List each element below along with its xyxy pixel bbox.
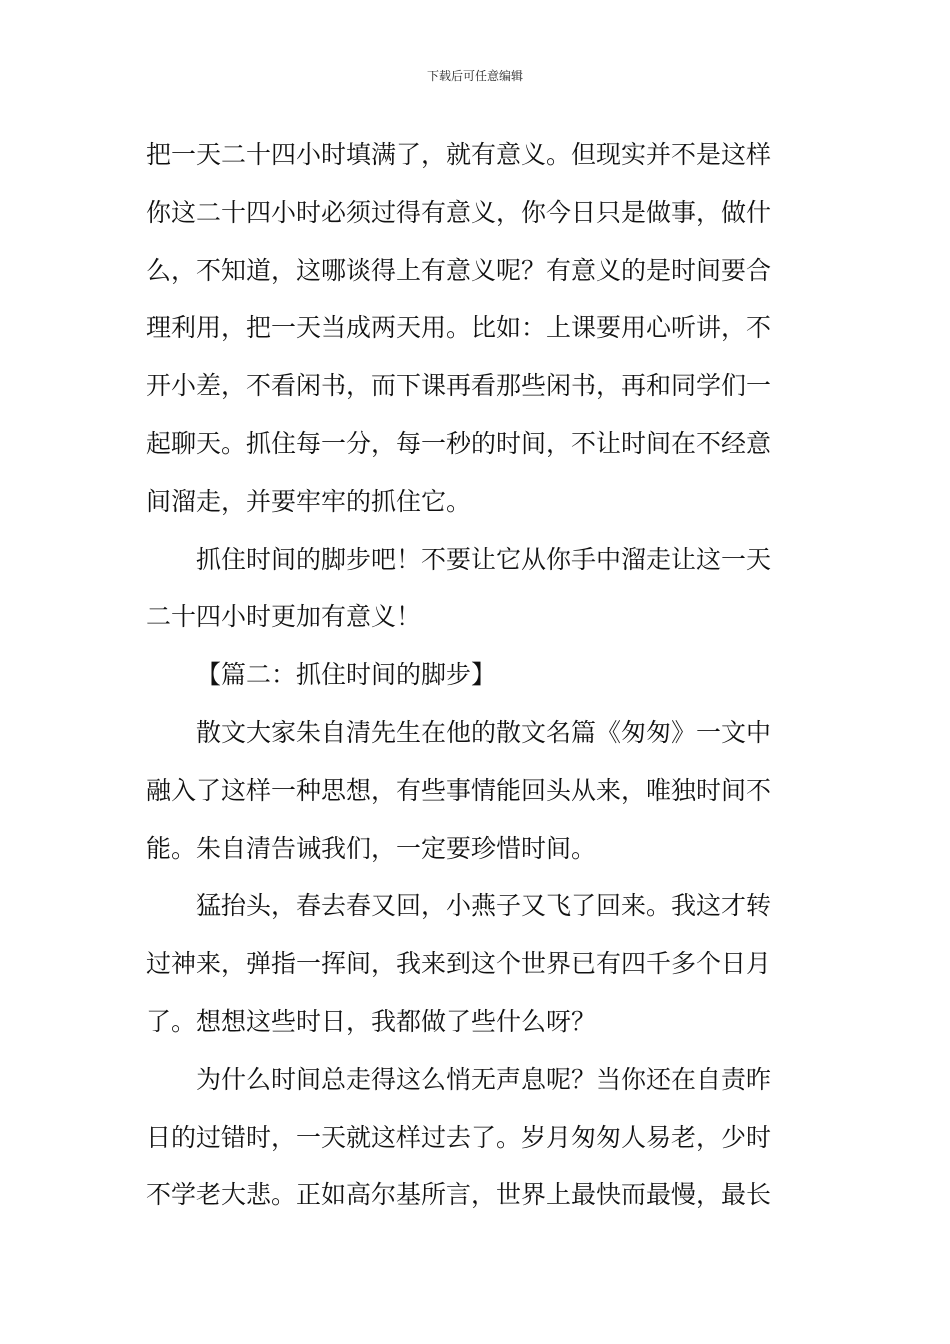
text-line: 起聊天。抓住每一分，每一秒的时间，不让时间在不经意	[146, 428, 772, 458]
text-line: 二十四小时更加有意义！	[146, 602, 422, 632]
text-line: 不学老大悲。正如高尔基所言，世界上最快而最慢，最长	[146, 1180, 772, 1210]
text-line: 能。朱自清告诫我们，一定要珍惜时间。	[146, 833, 597, 863]
paragraph-first-line: 抓住时间的脚步吧！不要让它从你手中溜走让这一天	[196, 544, 772, 574]
text-line: 融入了这样一种思想，有些事情能回头从来，唯独时间不	[146, 775, 772, 805]
text-line: 了。想想这些时日，我都做了些什么呀？	[146, 1006, 597, 1036]
text-line: 把一天二十四小时填满了，就有意义。但现实并不是这样	[146, 140, 772, 169]
text-line: 你这二十四小时必须过得有意义，你今日只是做事，做什	[146, 197, 772, 227]
text-line: 开小差，不看闲书，而下课再看那些闲书，再和同学们一	[146, 371, 772, 401]
text-line: 过神来，弹指一挥间，我来到这个世界已有四千多个日月	[146, 949, 772, 979]
text-line: 日的过错时，一天就这样过去了。岁月匆匆人易老，少时	[146, 1122, 772, 1152]
text-line: 间溜走，并要牢牢的抓住它。	[146, 486, 472, 516]
text-line: 理利用，把一天当成两天用。比如：上课要用心听讲，不	[146, 313, 772, 343]
paragraph-first-line: 为什么时间总走得这么悄无声息呢？当你还在自责昨	[196, 1064, 772, 1094]
paragraph-first-line: 散文大家朱自清先生在他的散文名篇《匆匆》一文中	[196, 717, 772, 747]
page-header: 下载后可任意编辑	[426, 69, 523, 83]
section-heading: 【篇二：抓住时间的脚步】	[196, 660, 497, 690]
document-body	[146, 126, 811, 1224]
text-line: 么，不知道，这哪谈得上有意义呢？有意义的是时间要合	[146, 255, 772, 285]
paragraph-first-line: 猛抬头，春去春又回，小燕子又飞了回来。我这才转	[196, 891, 772, 921]
